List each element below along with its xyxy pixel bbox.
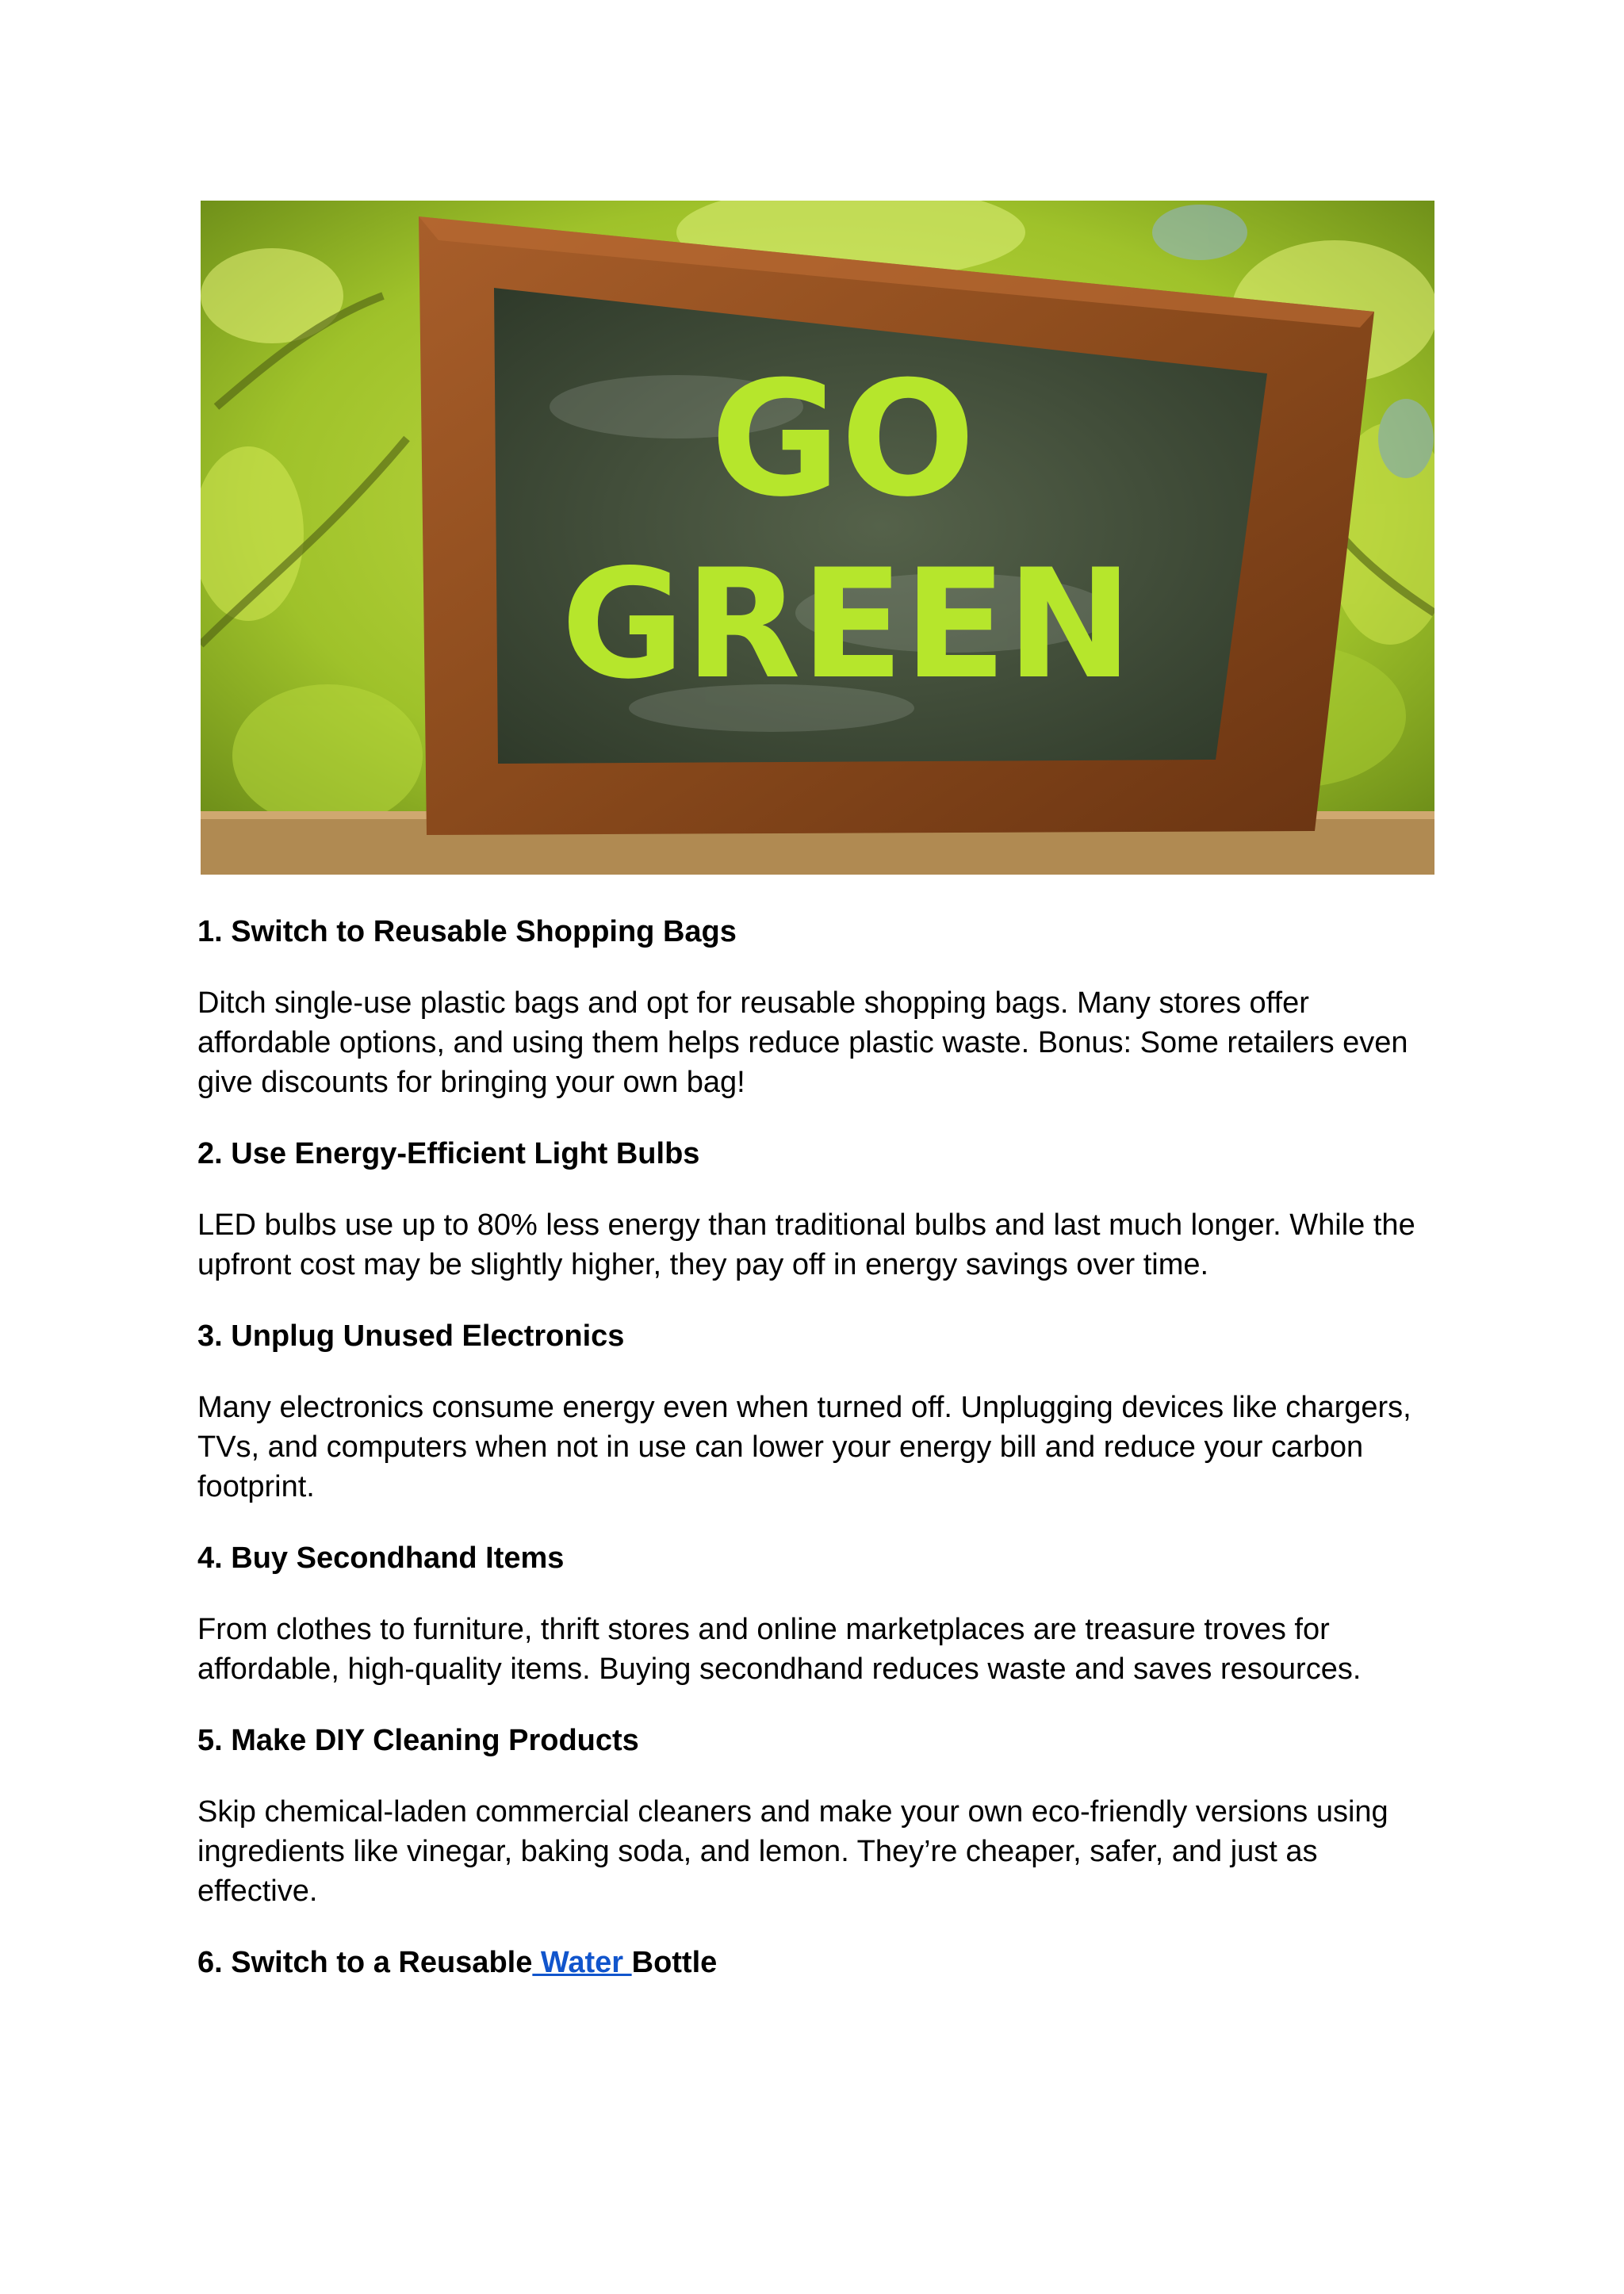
sign-text-go: GO	[710, 347, 976, 532]
section-paragraph: LED bulbs use up to 80% less energy than traditional bulbs and last much longer. While the upfront cost may be slightly higher, they pay off in energy savings over time.	[197, 1208, 1415, 1281]
section-paragraph: From clothes to furniture, thrift stores and online marketplaces are treasure troves for affordable, high-quality items. Buying secondhand reduces waste and saves resources.	[197, 1613, 1362, 1686]
section-paragraph: Many electronics consume energy even when turned off. Unplugging devices like chargers, TVs, and computers when not in use can lower your energy bill and reduce your carbon footprint.	[197, 1391, 1411, 1503]
go-green-sign-image	[201, 201, 1434, 875]
heading-suffix: Bottle	[631, 1946, 718, 1979]
section-1	[197, 912, 1434, 1102]
article-body	[197, 912, 1434, 2014]
section-6-heading	[197, 1943, 1434, 1982]
section-heading: 2. Use Energy-Efficient Light Bulbs	[197, 1137, 700, 1170]
section-paragraph: Ditch single-use plastic bags and opt for reusable shopping bags. Many stores offer affordable options, and using them helps reduce plastic waste. Bonus: Some retailers even give discounts for bringing your own bag!	[197, 986, 1408, 1099]
section-5	[197, 1721, 1434, 1911]
section-paragraph: Skip chemical-laden commercial cleaners and make your own eco-friendly versions using ingredients like vinegar, baking soda, and lemon. They’re cheaper, safer, and just as effective.	[197, 1795, 1388, 1908]
heading-prefix: 6. Switch to a Reusable	[197, 1946, 533, 1979]
section-heading: 3. Unplug Unused Electronics	[197, 1319, 625, 1353]
water-link[interactable]: Water	[532, 1946, 632, 1979]
section-4	[197, 1538, 1434, 1689]
section-3	[197, 1316, 1434, 1507]
section-heading: 5. Make DIY Cleaning Products	[197, 1724, 639, 1757]
section-heading: 4. Buy Secondhand Items	[197, 1541, 565, 1575]
sign-text-green: GREEN	[561, 537, 1133, 712]
section-2	[197, 1134, 1434, 1285]
section-heading: 1. Switch to Reusable Shopping Bags	[197, 915, 737, 948]
